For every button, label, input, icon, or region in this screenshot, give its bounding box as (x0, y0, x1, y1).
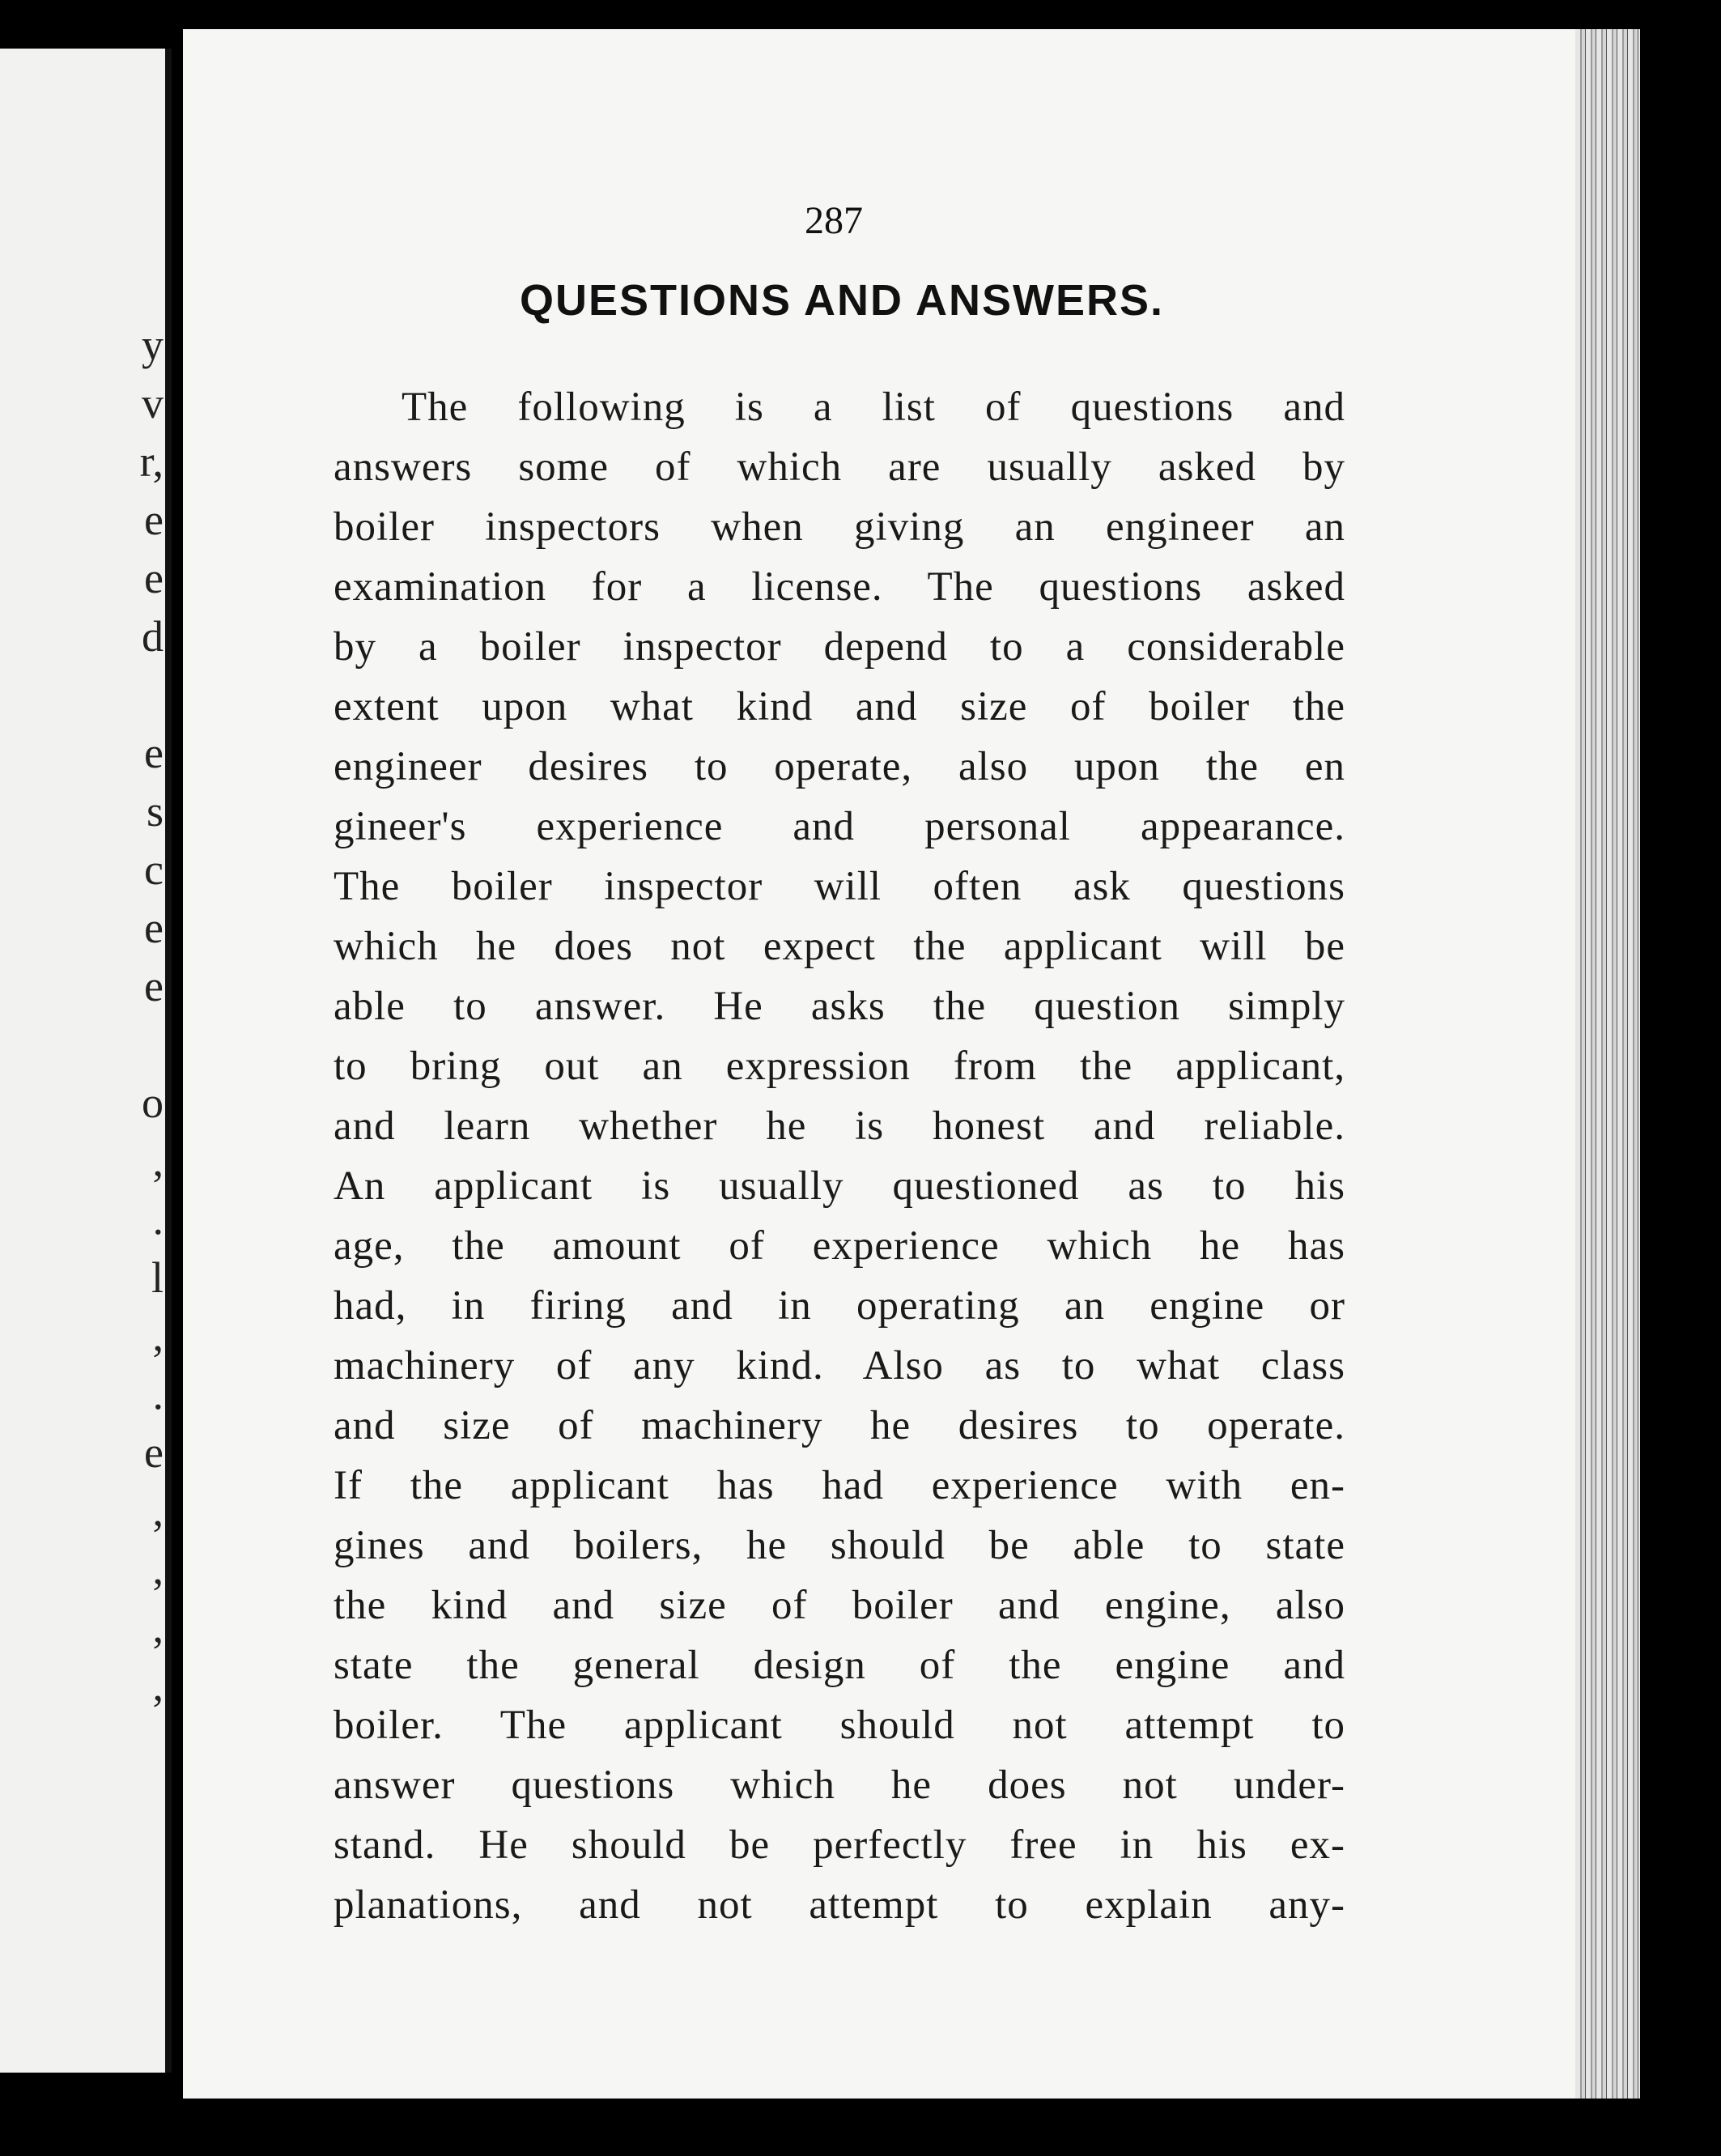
text-line: planations, and not attempt to explain any- (334, 1882, 1345, 1928)
text-line: able to answer. He asks the question simply (334, 984, 1345, 1029)
text-line: gines and boilers, he should be able to state (334, 1523, 1345, 1568)
page-title: QUESTIONS AND ANSWERS. (519, 276, 1165, 325)
text-line: had, in firing and in operating an engine or (334, 1283, 1345, 1329)
text-line: to bring out an expression from the applicant, (334, 1044, 1345, 1089)
text-line: by a boiler inspector depend to a considerable (334, 624, 1345, 670)
left-fragment: , (152, 1312, 164, 1360)
left-fragment: , (152, 1486, 164, 1535)
left-fragment: l (151, 1253, 164, 1302)
text-line: answer questions which he does not under- (334, 1763, 1345, 1808)
page-edges (1575, 29, 1640, 2099)
left-page-text-fragments (139, 316, 164, 1715)
text-line: stand. He should be perfectly free in his ex- (334, 1822, 1345, 1868)
text-line: boiler. The applicant should not attempt to (334, 1703, 1345, 1748)
left-fragment: o (142, 1078, 164, 1127)
text-line: The boiler inspector will often ask questions (334, 864, 1345, 909)
left-fragment: r, (139, 437, 164, 486)
text-line: extent upon what kind and size of boiler the (334, 684, 1345, 729)
left-fragment: e (144, 554, 164, 602)
left-fragment: , (152, 1545, 164, 1593)
text-line: An applicant is usually questioned as to his (334, 1163, 1345, 1209)
left-fragment: . (152, 1370, 164, 1418)
left-fragment: , (152, 1603, 164, 1652)
text-line: age, the amount of experience which he has (334, 1223, 1345, 1269)
text-line: The following is a list of questions and (402, 385, 1345, 430)
left-fragment: d (142, 612, 164, 661)
left-fragment: e (144, 1428, 164, 1477)
text-line: and size of machinery he desires to operate. (334, 1403, 1345, 1448)
text-line: answers some of which are usually asked by (334, 444, 1345, 490)
body-paragraph (334, 377, 1345, 1935)
text-line: the kind and size of boiler and engine, also (334, 1583, 1345, 1628)
text-line: boiler inspectors when giving an engineer an (334, 504, 1345, 550)
left-fragment: s (146, 787, 164, 836)
left-fragment: v (142, 379, 164, 427)
left-fragment: . (152, 1195, 164, 1244)
left-fragment: , (152, 1137, 164, 1185)
left-fragment: e (144, 962, 164, 1010)
left-fragment: e (144, 495, 164, 544)
text-line: gineer's experience and personal appearance. (334, 804, 1345, 849)
left-fragment: e (144, 904, 164, 952)
page-number: 287 (805, 199, 863, 242)
left-fragment: , (152, 1661, 164, 1710)
text-line: If the applicant has had experience with en- (334, 1463, 1345, 1508)
text-line: machinery of any kind. Also as to what class (334, 1343, 1345, 1388)
left-page-edge (0, 49, 172, 2073)
book-gutter (165, 49, 172, 2073)
left-fragment: y (142, 321, 164, 369)
text-line: which he does not expect the applicant will be (334, 924, 1345, 969)
left-fragment (139, 1015, 164, 1074)
left-fragment: e (144, 729, 164, 777)
text-line: state the general design of the engine and (334, 1643, 1345, 1688)
left-fragment: c (144, 845, 164, 894)
text-line: engineer desires to operate, also upon the en (334, 744, 1345, 789)
text-line: and learn whether he is honest and reliable. (334, 1104, 1345, 1149)
text-line: examination for a license. The questions asked (334, 564, 1345, 610)
left-fragment (139, 666, 164, 724)
